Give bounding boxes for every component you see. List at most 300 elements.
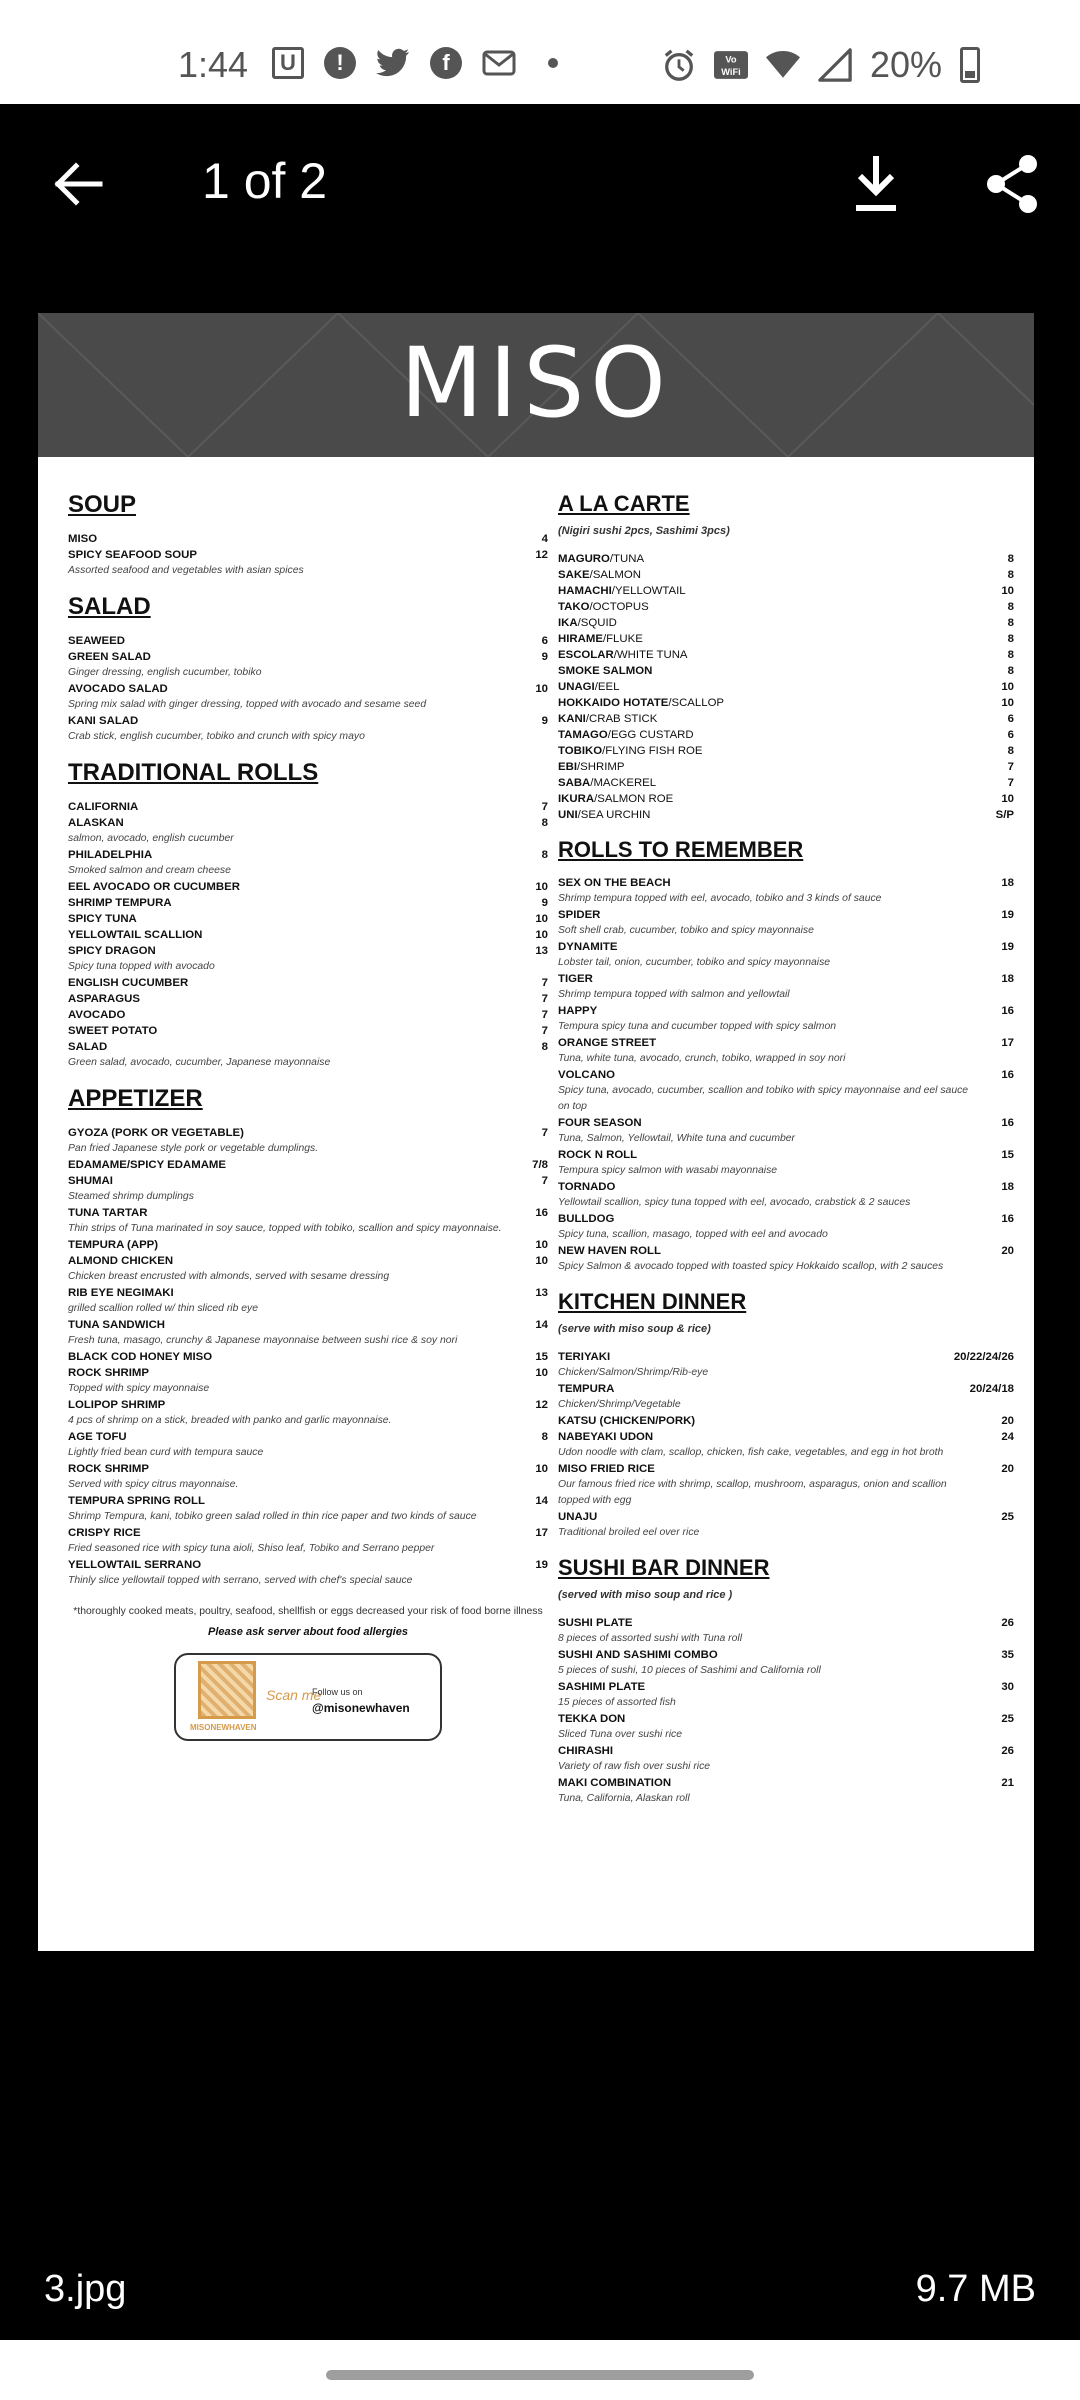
item-price: 12 xyxy=(535,549,548,561)
item-name: SWEET POTATO xyxy=(68,1025,158,1037)
item-name: SMOKE SALMON xyxy=(558,665,653,677)
item-description: Green salad, avocado, cucumber, Japanese mayonnaise xyxy=(68,1057,331,1068)
menu-item xyxy=(558,583,1014,599)
item-name: CRISPY RICE xyxy=(68,1527,141,1539)
menu-item xyxy=(558,907,1014,923)
menu-item xyxy=(558,1381,1014,1397)
item-name: IKA/SQUID xyxy=(558,617,617,629)
item-price: 8 xyxy=(1007,665,1014,677)
item-name: SPICY SEAFOOD SOUP xyxy=(68,549,197,561)
item-price: 7 xyxy=(1007,777,1014,789)
item-name: EBI/SHRIMP xyxy=(558,761,625,773)
item-price: 18 xyxy=(1001,1181,1014,1193)
item-description: 15 pieces of assorted fish xyxy=(558,1697,676,1708)
item-name: TIGER xyxy=(558,973,593,985)
menu-item xyxy=(68,1557,548,1573)
item-price: 10 xyxy=(1001,793,1014,805)
item-price: 6 xyxy=(1007,729,1014,741)
item-price: 20/22/24/26 xyxy=(953,1351,1014,1363)
menu-banner xyxy=(38,313,1034,457)
item-price: S/P xyxy=(995,809,1014,821)
item-price: 19 xyxy=(1001,941,1014,953)
item-name: PHILADELPHIA xyxy=(68,849,153,861)
item-name: SEX ON THE BEACH xyxy=(558,877,671,889)
item-description: Tempura spicy tuna and cucumber topped with spicy salmon xyxy=(558,1021,836,1032)
item-translation: /MACKEREL xyxy=(590,777,657,789)
item-name: YELLOWTAIL SERRANO xyxy=(68,1559,202,1571)
alert-icon: ! xyxy=(324,47,356,79)
document-image[interactable] xyxy=(38,313,1034,1951)
menu-item xyxy=(68,847,548,863)
menu-item xyxy=(558,647,1014,663)
top-app-bar xyxy=(0,104,1080,256)
section-subtitle: (serve with miso soup & rice) xyxy=(558,1323,711,1335)
menu-item xyxy=(558,1461,1014,1477)
menu-item xyxy=(558,939,1014,955)
menu-item xyxy=(68,1007,548,1023)
item-price: 16 xyxy=(1001,1117,1014,1129)
item-price: 20/24/18 xyxy=(969,1383,1014,1395)
item-translation: /SEA URCHIN xyxy=(577,809,651,821)
item-name: TAKO/OCTOPUS xyxy=(558,601,649,613)
item-name: ENGLISH CUCUMBER xyxy=(68,977,189,989)
item-price: 8 xyxy=(1007,745,1014,757)
brand-title: MISO xyxy=(400,327,672,439)
menu-item xyxy=(558,679,1014,695)
item-name: LOLIPOP SHRIMP xyxy=(68,1399,166,1411)
item-price: 25 xyxy=(1001,1511,1014,1523)
item-price: 8 xyxy=(541,849,548,861)
item-name: ROCK N ROLL xyxy=(558,1149,638,1161)
item-description: Tuna, Salmon, Yellowtail, White tuna and cucumber xyxy=(558,1133,795,1144)
item-name: SALAD xyxy=(68,1041,108,1053)
food-safety-note: *thoroughly cooked meats, poultry, seafood, shellfish or eggs decreased your risk of food borne illness xyxy=(73,1606,543,1617)
item-description: Traditional broiled eel over rice xyxy=(558,1527,700,1538)
svg-text:WiFi: WiFi xyxy=(721,67,741,78)
menu-item xyxy=(68,1039,548,1055)
item-price: 13 xyxy=(535,1287,548,1299)
item-description: Sliced Tuna over sushi rice xyxy=(558,1729,682,1740)
item-description: Ginger dressing, english cucumber, tobiko xyxy=(68,667,262,678)
item-description: Our famous fried rice with shrimp, scallop, mushroom, asparagus, onion and scallion topped with egg xyxy=(558,1479,947,1506)
item-price: 4 xyxy=(541,533,548,545)
item-description: Fried seasoned rice with spicy tuna aioli, Shiso leaf, Tobiko and Serrano pepper xyxy=(68,1543,435,1554)
menu-item xyxy=(558,663,1014,679)
menu-item xyxy=(68,713,548,729)
svg-text:Vo: Vo xyxy=(725,54,737,65)
section-title: SUSHI BAR DINNER xyxy=(558,1555,770,1580)
battery-icon xyxy=(960,47,980,83)
item-name: EDAMAME/SPICY EDAMAME xyxy=(68,1159,227,1171)
menu-item xyxy=(68,927,548,943)
menu-item xyxy=(558,1243,1014,1259)
menu-item xyxy=(558,791,1014,807)
item-name: KANI/CRAB STICK xyxy=(558,713,658,725)
menu-item xyxy=(68,1205,548,1221)
item-name: SASHIMI PLATE xyxy=(558,1681,646,1693)
menu-item xyxy=(68,1285,548,1301)
section-title: A LA CARTE xyxy=(558,491,690,516)
item-translation: /SALMON ROE xyxy=(594,793,674,805)
item-price: 16 xyxy=(535,1207,548,1219)
item-price: 10 xyxy=(535,881,548,893)
menu-item xyxy=(558,1775,1014,1791)
item-price: 16 xyxy=(1001,1069,1014,1081)
menu-column-right xyxy=(558,477,1014,1807)
item-price: 19 xyxy=(1001,909,1014,921)
item-name: TEKKA DON xyxy=(558,1713,626,1725)
item-name: TUNA TARTAR xyxy=(68,1207,148,1219)
status-time: 1:44 xyxy=(178,44,249,85)
item-price: 14 xyxy=(535,1495,548,1507)
qr-label: MISONEWHAVEN xyxy=(190,1723,257,1732)
item-name: NEW HAVEN ROLL xyxy=(558,1245,661,1257)
item-name: SHUMAI xyxy=(68,1175,113,1187)
item-price: 16 xyxy=(1001,1005,1014,1017)
item-price: 20 xyxy=(1001,1415,1014,1427)
item-name: SPICY DRAGON xyxy=(68,945,156,957)
scan-me-text: Scan me xyxy=(266,1687,322,1703)
item-price: 8 xyxy=(1007,553,1014,565)
item-price: 18 xyxy=(1001,877,1014,889)
menu-item xyxy=(68,879,548,895)
item-description: Tuna, white tuna, avocado, crunch, tobiko, wrapped in soy nori xyxy=(558,1053,846,1064)
item-price: 17 xyxy=(1001,1037,1014,1049)
item-price: 26 xyxy=(1001,1745,1014,1757)
item-price: 9 xyxy=(541,897,548,909)
item-description: Udon noodle with clam, scallop, chicken, fish cake, vegetables, and egg in hot broth xyxy=(558,1447,944,1458)
item-price: 9 xyxy=(541,715,548,727)
item-price: 7 xyxy=(541,1127,548,1139)
menu-item xyxy=(558,551,1014,567)
item-description: Chicken/Shrimp/Vegetable xyxy=(558,1399,681,1410)
section-title: APPETIZER xyxy=(68,1085,203,1112)
item-description: 8 pieces of assorted sushi with Tuna roll xyxy=(558,1633,743,1644)
item-name: TAMAGO/EGG CUSTARD xyxy=(558,729,694,741)
item-price: 17 xyxy=(535,1527,548,1539)
item-translation: /OCTOPUS xyxy=(589,601,649,613)
section-title: TRADITIONAL ROLLS xyxy=(68,759,319,786)
item-translation: /SQUID xyxy=(577,617,617,629)
menu-item xyxy=(558,1711,1014,1727)
item-price: 7 xyxy=(541,1175,548,1187)
item-name: KATSU (CHICKEN/PORK) xyxy=(558,1415,696,1427)
item-name: MAGURO/TUNA xyxy=(558,553,645,565)
item-translation: /SHRIMP xyxy=(577,761,625,773)
item-price: 12 xyxy=(535,1399,548,1411)
item-translation: /FLYING FISH ROE xyxy=(602,745,703,757)
menu-item xyxy=(558,1429,1014,1445)
item-description: Pan fried Japanese style pork or vegetable dumplings. xyxy=(68,1143,319,1154)
allergy-note: Please ask server about food allergies xyxy=(208,1626,408,1638)
item-price: 8 xyxy=(541,817,548,829)
menu-item xyxy=(558,1647,1014,1663)
item-translation: /EEL xyxy=(594,681,620,693)
menu-item xyxy=(68,799,548,815)
back-arrow-icon[interactable] xyxy=(48,154,108,214)
section-title: SALAD xyxy=(68,593,151,620)
item-price: 6 xyxy=(541,635,548,647)
item-price: 14 xyxy=(535,1319,548,1331)
item-description: Thinly slice yellowtail topped with serrano, served with chef's special sauce xyxy=(68,1575,413,1586)
menu-item xyxy=(68,1429,548,1445)
item-name: FOUR SEASON xyxy=(558,1117,642,1129)
menu-item xyxy=(68,1023,548,1039)
item-price: 26 xyxy=(1001,1617,1014,1629)
item-name: ROCK SHRIMP xyxy=(68,1367,150,1379)
item-name: SABA/MACKEREL xyxy=(558,777,657,789)
item-price: 15 xyxy=(1001,1149,1014,1161)
item-name: TEMPURA (APP) xyxy=(68,1239,159,1251)
item-description: Tempura spicy salmon with wasabi mayonnaise xyxy=(558,1165,778,1176)
menu-item xyxy=(558,1615,1014,1631)
item-name: AVOCADO SALAD xyxy=(68,683,168,695)
menu-item xyxy=(558,807,1014,823)
menu-item xyxy=(68,1157,548,1173)
item-name: BLACK COD HONEY MISO xyxy=(68,1351,213,1363)
item-price: 10 xyxy=(535,1463,548,1475)
file-size: 9.7 MB xyxy=(915,2268,1036,2310)
item-name: SUSHI PLATE xyxy=(558,1617,633,1629)
item-description: Spicy tuna, scallion, masago, topped with eel and avocado xyxy=(558,1229,828,1240)
item-name: IKURA/SALMON ROE xyxy=(558,793,674,805)
section-subtitle: (Nigiri sushi 2pcs, Sashimi 3pcs) xyxy=(558,525,730,537)
item-name: SPICY TUNA xyxy=(68,913,137,925)
item-name: SAKE/SALMON xyxy=(558,569,641,581)
item-translation: /FLUKE xyxy=(602,633,643,645)
item-name: HIRAME/FLUKE xyxy=(558,633,643,645)
item-description: Lightly fried bean curd with tempura sauce xyxy=(68,1447,264,1458)
item-name: MISO xyxy=(68,533,98,545)
item-description: Topped with spicy mayonnaise xyxy=(68,1383,210,1394)
item-name: HAMACHI/YELLOWTAIL xyxy=(558,585,686,597)
menu-item xyxy=(558,875,1014,891)
item-name: MAKI COMBINATION xyxy=(558,1777,672,1789)
item-translation: /CRAB STICK xyxy=(585,713,658,725)
menu-item xyxy=(558,615,1014,631)
menu-item xyxy=(68,1125,548,1141)
menu-item xyxy=(68,1365,548,1381)
menu-item xyxy=(558,1147,1014,1163)
share-icon[interactable] xyxy=(982,152,1042,216)
item-name: ROCK SHRIMP xyxy=(68,1463,150,1475)
item-description: 5 pieces of sushi, 10 pieces of Sashimi and California roll xyxy=(558,1665,821,1676)
item-name: TORNADO xyxy=(558,1181,616,1193)
item-name: GREEN SALAD xyxy=(68,651,151,663)
section-subtitle: (served with miso soup and rice ) xyxy=(558,1589,733,1601)
item-price: 10 xyxy=(1001,585,1014,597)
u-app-icon: U xyxy=(272,47,304,79)
item-description: Spicy Salmon & avocado topped with toasted spicy Hokkaido scallop, with 2 sauces xyxy=(558,1261,944,1272)
menu-item xyxy=(558,1349,1014,1365)
dot-icon xyxy=(536,46,570,80)
menu-item xyxy=(68,1349,548,1365)
menu-item xyxy=(558,1509,1014,1525)
item-name: TUNA SANDWICH xyxy=(68,1319,166,1331)
item-price: 8 xyxy=(541,1431,548,1443)
item-name: UNAJU xyxy=(558,1511,598,1523)
item-price: 10 xyxy=(1001,697,1014,709)
alarm-icon xyxy=(662,48,696,82)
item-description: grilled scallion rolled w/ thin sliced rib eye xyxy=(68,1303,259,1314)
menu-item xyxy=(558,599,1014,615)
menu-item xyxy=(68,1493,548,1509)
item-price: 7 xyxy=(541,977,548,989)
item-name: SEAWEED xyxy=(68,635,125,647)
item-price: 25 xyxy=(1001,1713,1014,1725)
item-name: ALASKAN xyxy=(68,817,124,829)
menu-item xyxy=(558,727,1014,743)
menu-item xyxy=(558,1115,1014,1131)
item-translation: /YELLOWTAIL xyxy=(611,585,686,597)
menu-item xyxy=(558,1179,1014,1195)
menu-item xyxy=(68,943,548,959)
menu-item xyxy=(558,743,1014,759)
item-price: 7 xyxy=(541,1025,548,1037)
item-price: 7 xyxy=(541,1009,548,1021)
item-description: Smoked salmon and cream cheese xyxy=(68,865,231,876)
item-name: YELLOWTAIL SCALLION xyxy=(68,929,203,941)
item-description: Steamed shrimp dumplings xyxy=(68,1191,194,1202)
item-price: 7 xyxy=(541,801,548,813)
twitter-icon xyxy=(376,46,410,80)
item-description: Lobster tail, onion, cucumber, tobiko and spicy mayonnaise xyxy=(558,957,831,968)
item-name: SPIDER xyxy=(558,909,601,921)
battery-level: 20% xyxy=(870,44,943,85)
menu-item xyxy=(68,547,548,563)
menu-item xyxy=(68,1397,548,1413)
section-title: KITCHEN DINNER xyxy=(558,1289,747,1314)
item-name: CALIFORNIA xyxy=(68,801,139,813)
instagram-handle: @misonewhaven xyxy=(312,1701,410,1715)
nav-bar xyxy=(0,2340,1080,2400)
item-price: 10 xyxy=(535,929,548,941)
item-name: NABEYAKI UDON xyxy=(558,1431,654,1443)
file-name: 3.jpg xyxy=(44,2268,127,2310)
system-icons xyxy=(662,44,980,86)
menu-item xyxy=(558,1211,1014,1227)
item-name: GYOZA (PORK OR VEGETABLE) xyxy=(68,1127,244,1139)
item-description: Shrimp Tempura, kani, tobiko green salad rolled in thin rice paper and two kinds of sauce xyxy=(68,1511,477,1522)
menu-item xyxy=(68,531,548,547)
mail-icon xyxy=(482,46,516,80)
item-name: TEMPURA xyxy=(558,1383,615,1395)
item-price: 8 xyxy=(1007,569,1014,581)
item-price: 13 xyxy=(535,945,548,957)
item-price: 20 xyxy=(1001,1245,1014,1257)
menu-item xyxy=(68,649,548,665)
menu-item xyxy=(68,1317,548,1333)
item-name: TERIYAKI xyxy=(558,1351,611,1363)
vowifi-icon xyxy=(714,48,748,82)
menu-item xyxy=(68,991,548,1007)
menu-item xyxy=(558,971,1014,987)
item-translation: /TUNA xyxy=(609,553,645,565)
menu-item xyxy=(68,815,548,831)
item-description: Crab stick, english cucumber, tobiko and crunch with spicy mayo xyxy=(68,731,365,742)
item-price: 6 xyxy=(1007,713,1014,725)
item-description: Spicy tuna topped with avocado xyxy=(68,961,215,972)
item-name: AVOCADO xyxy=(68,1009,126,1021)
item-price: 19 xyxy=(535,1559,548,1571)
item-name: EEL AVOCADO OR CUCUMBER xyxy=(68,881,240,893)
item-price: 8 xyxy=(1007,601,1014,613)
menu-column-left xyxy=(68,477,548,1741)
item-price: 30 xyxy=(1001,1681,1014,1693)
item-price: 7 xyxy=(1007,761,1014,773)
menu-item xyxy=(558,1067,1014,1083)
item-name: BULLDOG xyxy=(558,1213,615,1225)
item-description: Tuna, California, Alaskan roll xyxy=(558,1793,690,1804)
menu-item xyxy=(558,759,1014,775)
item-name: ORANGE STREET xyxy=(558,1037,657,1049)
item-description: Chicken breast encrusted with almonds, served with sesame dressing xyxy=(68,1271,390,1282)
item-description: Shrimp tempura topped with eel, avocado, tobiko and 3 kinds of sauce xyxy=(558,893,882,904)
item-name: UNAGI/EEL xyxy=(558,681,620,693)
home-gesture-handle[interactable] xyxy=(326,2370,754,2380)
item-description: Spicy tuna, avocado, cucumber, scallion and tobiko with spicy mayonnaise and eel sauce on top xyxy=(558,1085,969,1112)
item-price: 7 xyxy=(541,993,548,1005)
item-price: 10 xyxy=(535,913,548,925)
item-price: 20 xyxy=(1001,1463,1014,1475)
item-name: RIB EYE NEGIMAKI xyxy=(68,1287,174,1299)
menu-item xyxy=(558,1035,1014,1051)
item-translation: /SCALLOP xyxy=(668,697,725,709)
item-description: 4 pcs of shrimp on a stick, breaded with panko and garlic mayonnaise. xyxy=(68,1415,392,1426)
menu-item xyxy=(68,1237,548,1253)
menu-item xyxy=(558,695,1014,711)
item-description: Thin strips of Tuna marinated in soy sauce, topped with tobiko, scallion and spicy mayonnaise. xyxy=(68,1223,502,1234)
menu-item xyxy=(68,1173,548,1189)
item-name: HAPPY xyxy=(558,1005,598,1017)
item-name: ESCOLAR/WHITE TUNA xyxy=(558,649,688,661)
menu-item xyxy=(558,631,1014,647)
item-name: HOKKAIDO HOTATE/SCALLOP xyxy=(558,697,725,709)
qr-code xyxy=(198,1661,256,1719)
item-price: 8 xyxy=(1007,617,1014,629)
menu-item xyxy=(68,1253,548,1269)
page-counter: 1 of 2 xyxy=(202,153,328,209)
item-name: KANI SALAD xyxy=(68,715,139,727)
section-title: SOUP xyxy=(68,491,137,518)
follow-label: Follow us on xyxy=(312,1687,363,1697)
item-name: TEMPURA SPRING ROLL xyxy=(68,1495,205,1507)
item-description: Chicken/Salmon/Shrimp/Rib-eye xyxy=(558,1367,709,1378)
item-description: salmon, avocado, english cucumber xyxy=(68,833,234,844)
item-description: Soft shell crab, cucumber, tobiko and spicy mayonnaise xyxy=(558,925,814,936)
item-price: 8 xyxy=(1007,633,1014,645)
item-price: 10 xyxy=(535,1367,548,1379)
item-price: 16 xyxy=(1001,1213,1014,1225)
menu-item xyxy=(68,911,548,927)
item-price: 8 xyxy=(541,1041,548,1053)
item-description: Served with spicy citrus mayonnaise. xyxy=(68,1479,239,1490)
item-price: 24 xyxy=(1001,1431,1014,1443)
notification-icons xyxy=(272,46,570,80)
item-translation: /EGG CUSTARD xyxy=(607,729,694,741)
download-icon[interactable] xyxy=(846,152,906,216)
item-description: Variety of raw fish over sushi rice xyxy=(558,1761,711,1772)
item-name: ASPARAGUS xyxy=(68,993,140,1005)
item-name: SHRIMP TEMPURA xyxy=(68,897,172,909)
item-name: MISO FRIED RICE xyxy=(558,1463,655,1475)
item-description: Yellowtail scallion, spicy tuna topped with eel, avocado, crabstick & 2 sauces xyxy=(558,1197,911,1208)
item-translation: /SALMON xyxy=(589,569,641,581)
item-name: TOBIKO/FLYING FISH ROE xyxy=(558,745,703,757)
menu-item xyxy=(558,775,1014,791)
item-price: 7/8 xyxy=(532,1159,548,1171)
menu-item xyxy=(558,567,1014,583)
